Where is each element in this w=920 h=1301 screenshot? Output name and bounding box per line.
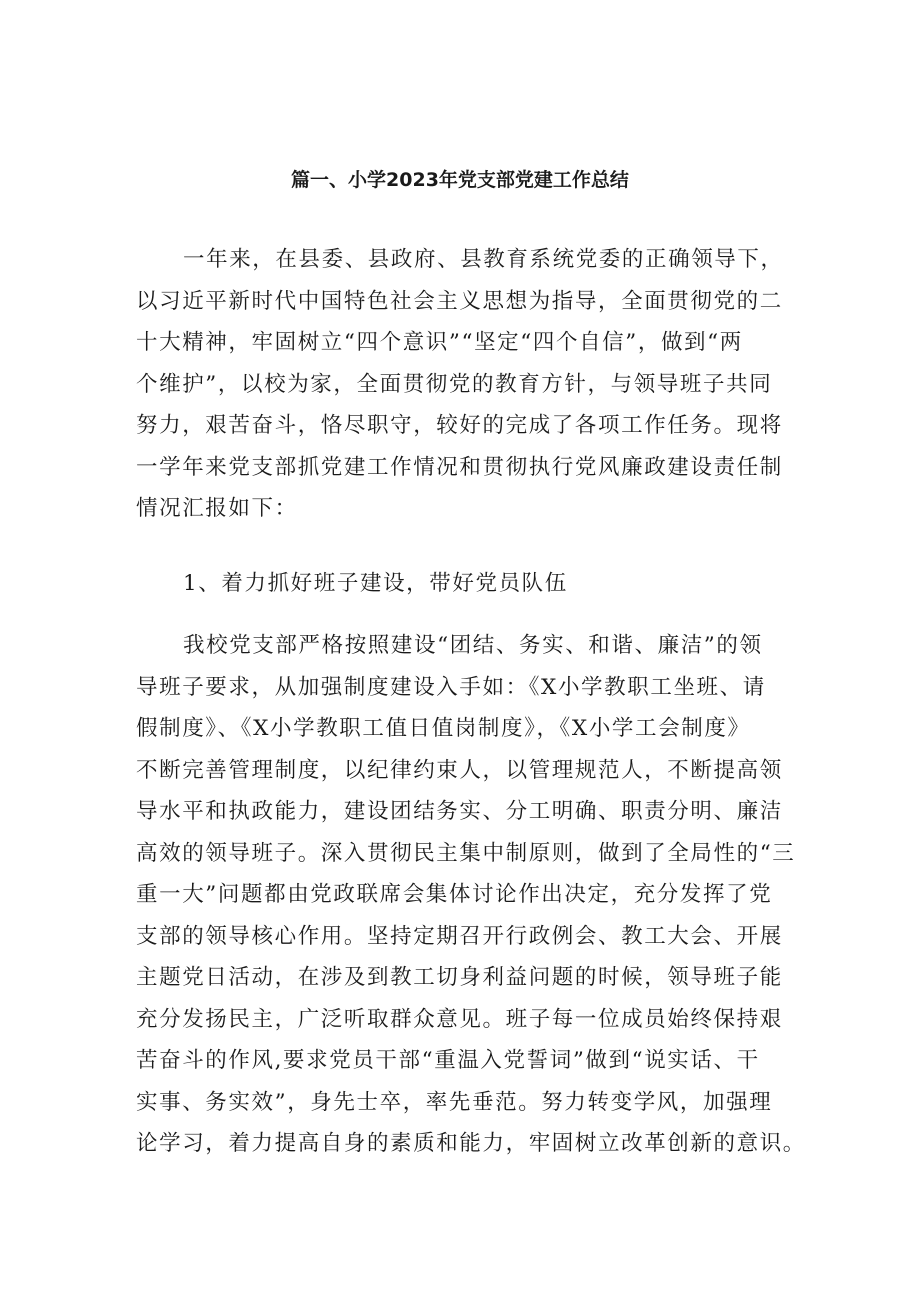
text-line: 充分发扬民主，广泛听取群众意见。班子每一位成员始终保持艰 <box>136 1006 783 1032</box>
text-line: 以习近平新时代中国特色社会主义思想为指导，全面贯彻党的二 <box>136 288 783 314</box>
text-line: 情况汇报如下： <box>136 496 298 521</box>
text-line: 论学习，着力提高自身的素质和能力，牢固树立改革创新的意识。 <box>136 1131 806 1156</box>
text-line: 导班子要求，从加强制度建设入手如：《X小学教职工坐班、请 <box>136 674 766 700</box>
text-line: 实事、务实效”，身先士卒，率先垂范。努力转变学风，加强理 <box>136 1089 773 1115</box>
text-line: 重一大”问题都由党政联席会集体讨论作出决定，充分发挥了党 <box>136 882 773 907</box>
text-line: 一年来，在县委、县政府、县教育系统党委的正确领导下， <box>183 247 784 272</box>
paragraph-team-building <box>136 625 806 1165</box>
text-line: 假制度》、《X小学教职工值日值岗制度》，《X小学工会制度》 <box>136 716 751 741</box>
paragraph-intro <box>136 239 806 530</box>
text-line: 努力，艰苦奋斗，恪尽职守，较好的完成了各项工作任务。现将 <box>136 413 783 438</box>
text-line: 导水平和执政能力，建设团结务实、分工明确、职责分明、廉洁 <box>136 799 783 824</box>
text-line: 一学年来党支部抓党建工作情况和贯彻执行党风廉政建设责任制 <box>136 454 783 480</box>
heading-text: 1、着力抓好班子建设，带好党员队伍 <box>183 571 568 596</box>
document-title: 篇一、小学2023年党支部党建工作总结 <box>291 169 629 191</box>
text-line: 我校党支部严格按照建设“团结、务实、和谐、廉洁”的领 <box>183 633 763 658</box>
text-line: 主题党日活动，在涉及到教工切身利益问题的时候，领导班子能 <box>136 965 783 990</box>
text-line: 苦奋斗的作风,要求党员干部“重温入党誓词”做到“说实话、干 <box>136 1048 760 1073</box>
text-line: 支部的领导核心作用。坚持定期召开行政例会、教工大会、开展 <box>136 923 783 949</box>
text-line: 高效的领导班子。深入贯彻民主集中制原则，做到了全局性的“三 <box>136 840 796 866</box>
section-heading-1 <box>136 563 806 605</box>
text-line: 不断完善管理制度，以纪律约束人，以管理规范人，不断提高领 <box>136 757 783 783</box>
text-line: 十大精神，牢固树立“四个意识”“坚定“四个自信”，做到“两 <box>136 330 743 355</box>
text-line: 个维护”，以校为家，全面贯彻党的教育方针，与领导班子共同 <box>136 371 773 397</box>
